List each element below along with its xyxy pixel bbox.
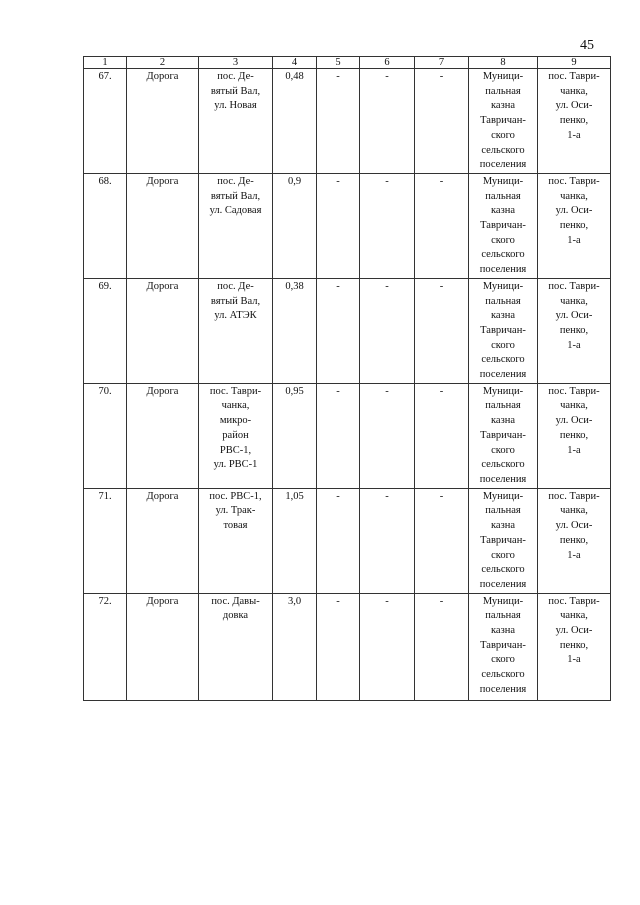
owner-cell-line: поселения <box>479 473 527 485</box>
owner-cell-line: Муници- <box>482 280 524 292</box>
length-cell: 0,95 <box>273 383 317 488</box>
object-type-cell: Дорога <box>127 173 199 278</box>
row-number-cell: 71. <box>84 488 127 593</box>
location-cell-line: ул. Трак- <box>215 505 256 517</box>
location-cell-line: вятый Вал, <box>210 85 261 97</box>
owner-cell-line: поселения <box>479 264 527 276</box>
owner-cell-line: сельского <box>481 669 525 681</box>
owner-cell-line: казна <box>490 520 516 532</box>
table-row <box>84 593 611 700</box>
owner-cell-line: пальная <box>485 295 521 307</box>
owner-cell-line: сельского <box>481 459 525 471</box>
column-7-cell: - <box>415 69 469 174</box>
owner-cell-line: поселения <box>479 369 527 381</box>
row-number-cell: 68. <box>84 173 127 278</box>
row-number-cell: 67. <box>84 69 127 174</box>
location-cell-line: микро- <box>219 415 252 427</box>
location-cell-line: пос. Де- <box>217 71 254 82</box>
location-cell-line: чанка, <box>221 400 250 412</box>
owner-cell <box>469 383 538 488</box>
column-7-cell: - <box>415 173 469 278</box>
owner-cell-line: ского <box>491 234 515 246</box>
length-cell: 0,38 <box>273 278 317 383</box>
table-row <box>84 69 611 174</box>
column-7-cell: - <box>415 383 469 488</box>
address-cell <box>538 593 611 700</box>
address-cell-line: пенко, <box>559 534 589 546</box>
owner-cell-line: пальная <box>485 85 521 97</box>
location-cell-line: вятый Вал, <box>210 295 261 307</box>
address-cell-line: пос. Таври- <box>548 490 600 502</box>
address-cell-line: пос. Таври- <box>548 175 600 187</box>
owner-cell-line: казна <box>490 205 516 217</box>
owner-cell-line: Муници- <box>482 175 524 187</box>
row-number-cell: 72. <box>84 593 127 700</box>
owner-cell <box>469 488 538 593</box>
address-cell-line: пос. Таври- <box>548 595 600 607</box>
column-6-cell: - <box>360 69 415 174</box>
address-cell-line: ул. Оси- <box>555 415 593 427</box>
column-header: 4 <box>273 57 317 69</box>
address-cell-line: ул. Оси- <box>555 310 593 322</box>
owner-cell-line: Муници- <box>482 595 524 607</box>
location-cell <box>199 593 273 700</box>
location-cell <box>199 173 273 278</box>
owner-cell <box>469 69 538 174</box>
location-cell-line: район <box>222 429 249 441</box>
object-type-cell: Дорога <box>127 69 199 174</box>
owner-cell-line: пальная <box>485 190 521 202</box>
column-6-cell: - <box>360 488 415 593</box>
owner-cell-line: сельского <box>481 564 525 576</box>
column-6-cell: - <box>360 173 415 278</box>
column-7-cell: - <box>415 488 469 593</box>
page-number: 45 <box>580 38 594 53</box>
column-6-cell: - <box>360 593 415 700</box>
address-cell <box>538 383 611 488</box>
address-cell-line: ул. Оси- <box>555 520 593 532</box>
address-cell-line: чанка, <box>560 610 588 622</box>
owner-cell-line: казна <box>490 625 516 637</box>
address-cell-line: пос. Таври- <box>548 385 600 397</box>
location-cell-line: ул. Новая <box>214 100 257 112</box>
address-cell-line: пенко, <box>559 324 589 336</box>
column-7-cell: - <box>415 278 469 383</box>
length-cell: 1,05 <box>273 488 317 593</box>
address-cell-line: пенко, <box>559 220 589 232</box>
owner-cell-line: Муници- <box>482 71 524 82</box>
location-cell-line: довка <box>222 610 249 622</box>
location-cell-line: РВС-1, <box>219 444 252 456</box>
location-cell-line: пос. Таври- <box>209 385 262 397</box>
owner-cell-line: Тавричан- <box>480 115 526 127</box>
owner-cell-line: ского <box>491 129 515 141</box>
location-cell-line: ул. АТЭК <box>214 310 257 322</box>
column-header: 1 <box>84 57 127 69</box>
owner-cell-line: сельского <box>481 354 525 366</box>
location-cell-line: ул. Садовая <box>209 205 262 217</box>
address-cell-line: чанка, <box>560 505 588 517</box>
address-cell-line: ул. Оси- <box>555 625 593 637</box>
owner-cell-line: Тавричан- <box>480 220 526 232</box>
owner-cell <box>469 173 538 278</box>
location-cell-line: пос. Давы- <box>211 595 260 607</box>
address-cell-line: ул. Оси- <box>555 205 593 217</box>
address-cell-line: пос. Таври- <box>548 280 600 292</box>
property-registry-table <box>83 56 611 701</box>
owner-cell-line: сельского <box>481 249 525 261</box>
owner-cell <box>469 278 538 383</box>
owner-cell-line: сельского <box>481 144 525 156</box>
owner-cell-line: Тавричан- <box>480 324 526 336</box>
column-header: 8 <box>469 57 538 69</box>
row-number-cell: 69. <box>84 278 127 383</box>
column-header: 9 <box>538 57 611 69</box>
location-cell-line: пос. Де- <box>217 175 254 187</box>
object-type-cell: Дорога <box>127 488 199 593</box>
address-cell-line: пенко, <box>559 429 589 441</box>
location-cell <box>199 383 273 488</box>
owner-cell-line: Муници- <box>482 490 524 502</box>
column-5-cell: - <box>317 593 360 700</box>
object-type-cell: Дорога <box>127 383 199 488</box>
column-5-cell: - <box>317 383 360 488</box>
address-cell <box>538 278 611 383</box>
column-header: 3 <box>199 57 273 69</box>
owner-cell-line: Тавричан- <box>480 534 526 546</box>
owner-cell-line: ского <box>491 339 515 351</box>
owner-cell-line: казна <box>490 310 516 322</box>
address-cell-line: чанка, <box>560 295 588 307</box>
owner-cell-line: казна <box>490 415 516 427</box>
length-cell: 0,48 <box>273 69 317 174</box>
column-header: 5 <box>317 57 360 69</box>
location-cell-line: пос. Де- <box>217 280 254 292</box>
column-number-header-row <box>84 57 611 69</box>
address-cell-line: пенко, <box>559 639 589 651</box>
address-cell <box>538 173 611 278</box>
address-cell-line: 1-а <box>567 654 581 666</box>
object-type-cell: Дорога <box>127 593 199 700</box>
address-cell-line: 1-а <box>567 234 581 246</box>
location-cell-line: ул. РВС-1 <box>213 459 258 471</box>
address-cell-line: чанка, <box>560 190 588 202</box>
owner-cell-line: ского <box>491 444 515 456</box>
location-cell <box>199 488 273 593</box>
column-7-cell: - <box>415 593 469 700</box>
address-cell-line: ул. Оси- <box>555 100 593 112</box>
column-5-cell: - <box>317 173 360 278</box>
table-row <box>84 383 611 488</box>
owner-cell-line: поселения <box>479 159 527 171</box>
owner-cell-line: казна <box>490 100 516 112</box>
column-5-cell: - <box>317 488 360 593</box>
address-cell-line: 1-а <box>567 444 581 456</box>
column-header: 6 <box>360 57 415 69</box>
owner-cell-line: поселения <box>479 683 527 695</box>
owner-cell-line: Муници- <box>482 385 524 397</box>
table-row <box>84 278 611 383</box>
owner-cell-line: Тавричан- <box>480 639 526 651</box>
address-cell-line: 1-а <box>567 129 581 141</box>
address-cell-line: чанка, <box>560 85 588 97</box>
owner-cell-line: поселения <box>479 578 527 590</box>
column-6-cell: - <box>360 278 415 383</box>
owner-cell <box>469 593 538 700</box>
location-cell <box>199 69 273 174</box>
address-cell-line: пос. Таври- <box>548 71 600 82</box>
owner-cell-line: пальная <box>485 505 521 517</box>
owner-cell-line: ского <box>491 549 515 561</box>
address-cell-line: пенко, <box>559 115 589 127</box>
object-type-cell: Дорога <box>127 278 199 383</box>
owner-cell-line: пальная <box>485 610 521 622</box>
column-5-cell: - <box>317 69 360 174</box>
address-cell-line: чанка, <box>560 400 588 412</box>
location-cell-line: вятый Вал, <box>210 190 261 202</box>
table-row <box>84 488 611 593</box>
column-5-cell: - <box>317 278 360 383</box>
location-cell-line: пос. РВС-1, <box>209 490 262 502</box>
length-cell: 3,0 <box>273 593 317 700</box>
column-header: 2 <box>127 57 199 69</box>
location-cell-line: товая <box>223 520 248 532</box>
address-cell-line: 1-а <box>567 339 581 351</box>
owner-cell-line: Тавричан- <box>480 429 526 441</box>
owner-cell-line: пальная <box>485 400 521 412</box>
address-cell <box>538 488 611 593</box>
column-6-cell: - <box>360 383 415 488</box>
column-header: 7 <box>415 57 469 69</box>
location-cell <box>199 278 273 383</box>
length-cell: 0,9 <box>273 173 317 278</box>
owner-cell-line: ского <box>491 654 515 666</box>
table-row <box>84 173 611 278</box>
address-cell-line: 1-а <box>567 549 581 561</box>
row-number-cell: 70. <box>84 383 127 488</box>
address-cell <box>538 69 611 174</box>
